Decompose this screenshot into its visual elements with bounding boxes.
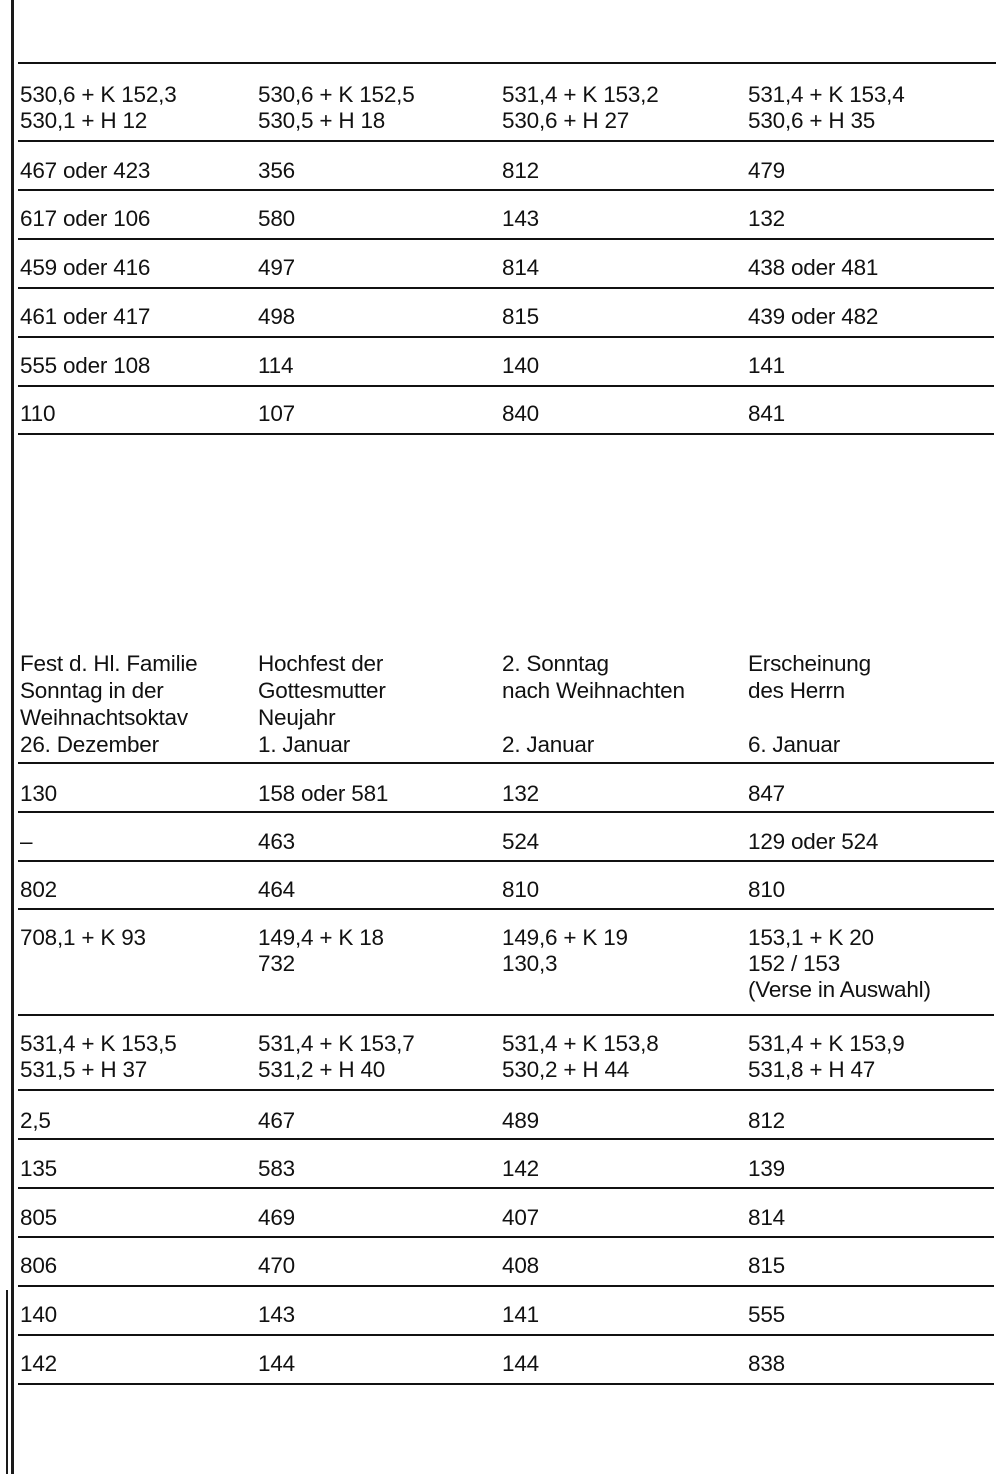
- table-cell: 467 oder 423: [20, 158, 151, 183]
- table-cell: 439 oder 482: [748, 304, 879, 329]
- column-header: Hochfest der Gottesmutter Neujahr 1. Januar: [258, 651, 386, 757]
- table-cell: 149,6 + K 19 130,3: [502, 925, 628, 976]
- table-cell: 129 oder 524: [748, 829, 879, 854]
- table-cell: 464: [258, 877, 295, 902]
- table-row: [18, 862, 994, 910]
- table-cell: 479: [748, 158, 785, 183]
- table-cell: 814: [748, 1205, 785, 1230]
- table-row: [18, 338, 994, 387]
- table-row: [18, 1016, 994, 1091]
- table-cell: 130: [20, 781, 57, 806]
- table-cell: 463: [258, 829, 295, 854]
- table-cell: 144: [502, 1351, 539, 1376]
- table-row: [18, 1189, 994, 1238]
- table-row: [18, 764, 994, 813]
- table-cell: 802: [20, 877, 57, 902]
- table-row: [18, 191, 994, 240]
- table-cell: 555: [748, 1302, 785, 1327]
- table-cell: 107: [258, 401, 295, 426]
- table-cell: 812: [748, 1108, 785, 1133]
- binding-edge-line: [11, 0, 14, 1474]
- table-cell: –: [20, 829, 33, 854]
- table-cell: 580: [258, 206, 295, 231]
- table-cell: 531,4 + K 153,5 531,5 + H 37: [20, 1031, 177, 1082]
- table-row: [18, 813, 994, 862]
- table-cell: 2,5: [20, 1108, 51, 1133]
- table-cell: 143: [502, 206, 539, 231]
- table-cell: 132: [748, 206, 785, 231]
- table-cell: 438 oder 481: [748, 255, 879, 280]
- table-cell: 814: [502, 255, 539, 280]
- column-header: 2. Sonntag nach Weihnachten 2. Januar: [502, 651, 685, 757]
- table-cell: 141: [748, 353, 785, 378]
- table-row: [18, 387, 994, 435]
- binding-edge-line-lower: [6, 1290, 8, 1474]
- table-cell: 467: [258, 1108, 295, 1133]
- table-row: [18, 1140, 994, 1189]
- table-cell: 132: [502, 781, 539, 806]
- table-cell: 530,6 + K 152,5 530,5 + H 18: [258, 82, 415, 133]
- table-top: [18, 64, 994, 435]
- table-row: [18, 1336, 994, 1385]
- column-header: Fest d. Hl. Familie Sonntag in der Weihnachtsoktav 26. Dezember: [20, 651, 198, 757]
- table-cell: 140: [20, 1302, 57, 1327]
- table-cell: 708,1 + K 93: [20, 925, 146, 950]
- table-cell: 847: [748, 781, 785, 806]
- table-row: [18, 240, 994, 289]
- table-cell: 524: [502, 829, 539, 854]
- table-cell: 810: [502, 877, 539, 902]
- table-cell: 143: [258, 1302, 295, 1327]
- table-cell: 469: [258, 1205, 295, 1230]
- table-cell: 531,4 + K 153,8 530,2 + H 44: [502, 1031, 659, 1082]
- table-cell: 149,4 + K 18 732: [258, 925, 384, 976]
- table-cell: 489: [502, 1108, 539, 1133]
- table-cell: 139: [748, 1156, 785, 1181]
- table-cell: 461 oder 417: [20, 304, 151, 329]
- table-cell: 142: [502, 1156, 539, 1181]
- table-cell: 531,4 + K 153,2 530,6 + H 27: [502, 82, 659, 133]
- table-cell: 153,1 + K 20 152 / 153 (Verse in Auswahl): [748, 925, 931, 1002]
- table-cell: 141: [502, 1302, 539, 1327]
- table-cell: 144: [258, 1351, 295, 1376]
- table-row: [18, 1238, 994, 1287]
- table-cell: 135: [20, 1156, 57, 1181]
- table-cell: 407: [502, 1205, 539, 1230]
- table-row: [18, 289, 994, 338]
- table-cell: 110: [20, 401, 56, 426]
- table-row: [18, 1091, 994, 1140]
- table-cell: 841: [748, 401, 785, 426]
- table-cell: 459 oder 416: [20, 255, 151, 280]
- table-row: [18, 910, 994, 1016]
- table-cell: 838: [748, 1351, 785, 1376]
- table-cell: 356: [258, 158, 295, 183]
- table-bottom: [18, 648, 994, 1385]
- table-cell: 555 oder 108: [20, 353, 151, 378]
- table-row: [18, 1287, 994, 1336]
- table-cell: 810: [748, 877, 785, 902]
- table-cell: 840: [502, 401, 539, 426]
- table-cell: 408: [502, 1253, 539, 1278]
- table-cell: 498: [258, 304, 295, 329]
- table-cell: 470: [258, 1253, 295, 1278]
- table-cell: 806: [20, 1253, 57, 1278]
- table-row: [18, 64, 994, 142]
- table-cell: 531,4 + K 153,7 531,2 + H 40: [258, 1031, 415, 1082]
- table-cell: 815: [748, 1253, 785, 1278]
- table-cell: 497: [258, 255, 295, 280]
- table-cell: 530,6 + K 152,3 530,1 + H 12: [20, 82, 177, 133]
- table-cell: 617 oder 106: [20, 206, 151, 231]
- table-cell: 114: [258, 353, 294, 378]
- table-cell: 531,4 + K 153,4 530,6 + H 35: [748, 82, 905, 133]
- table-cell: 531,4 + K 153,9 531,8 + H 47: [748, 1031, 905, 1082]
- table-cell: 583: [258, 1156, 295, 1181]
- table-cell: 805: [20, 1205, 57, 1230]
- table-cell: 815: [502, 304, 539, 329]
- table-cell: 812: [502, 158, 539, 183]
- table-header-row: [18, 648, 994, 764]
- table-cell: 140: [502, 353, 539, 378]
- table-row: [18, 142, 994, 191]
- table-cell: 142: [20, 1351, 57, 1376]
- table-cell: 158 oder 581: [258, 781, 389, 806]
- column-header: Erscheinung des Herrn 6. Januar: [748, 651, 871, 757]
